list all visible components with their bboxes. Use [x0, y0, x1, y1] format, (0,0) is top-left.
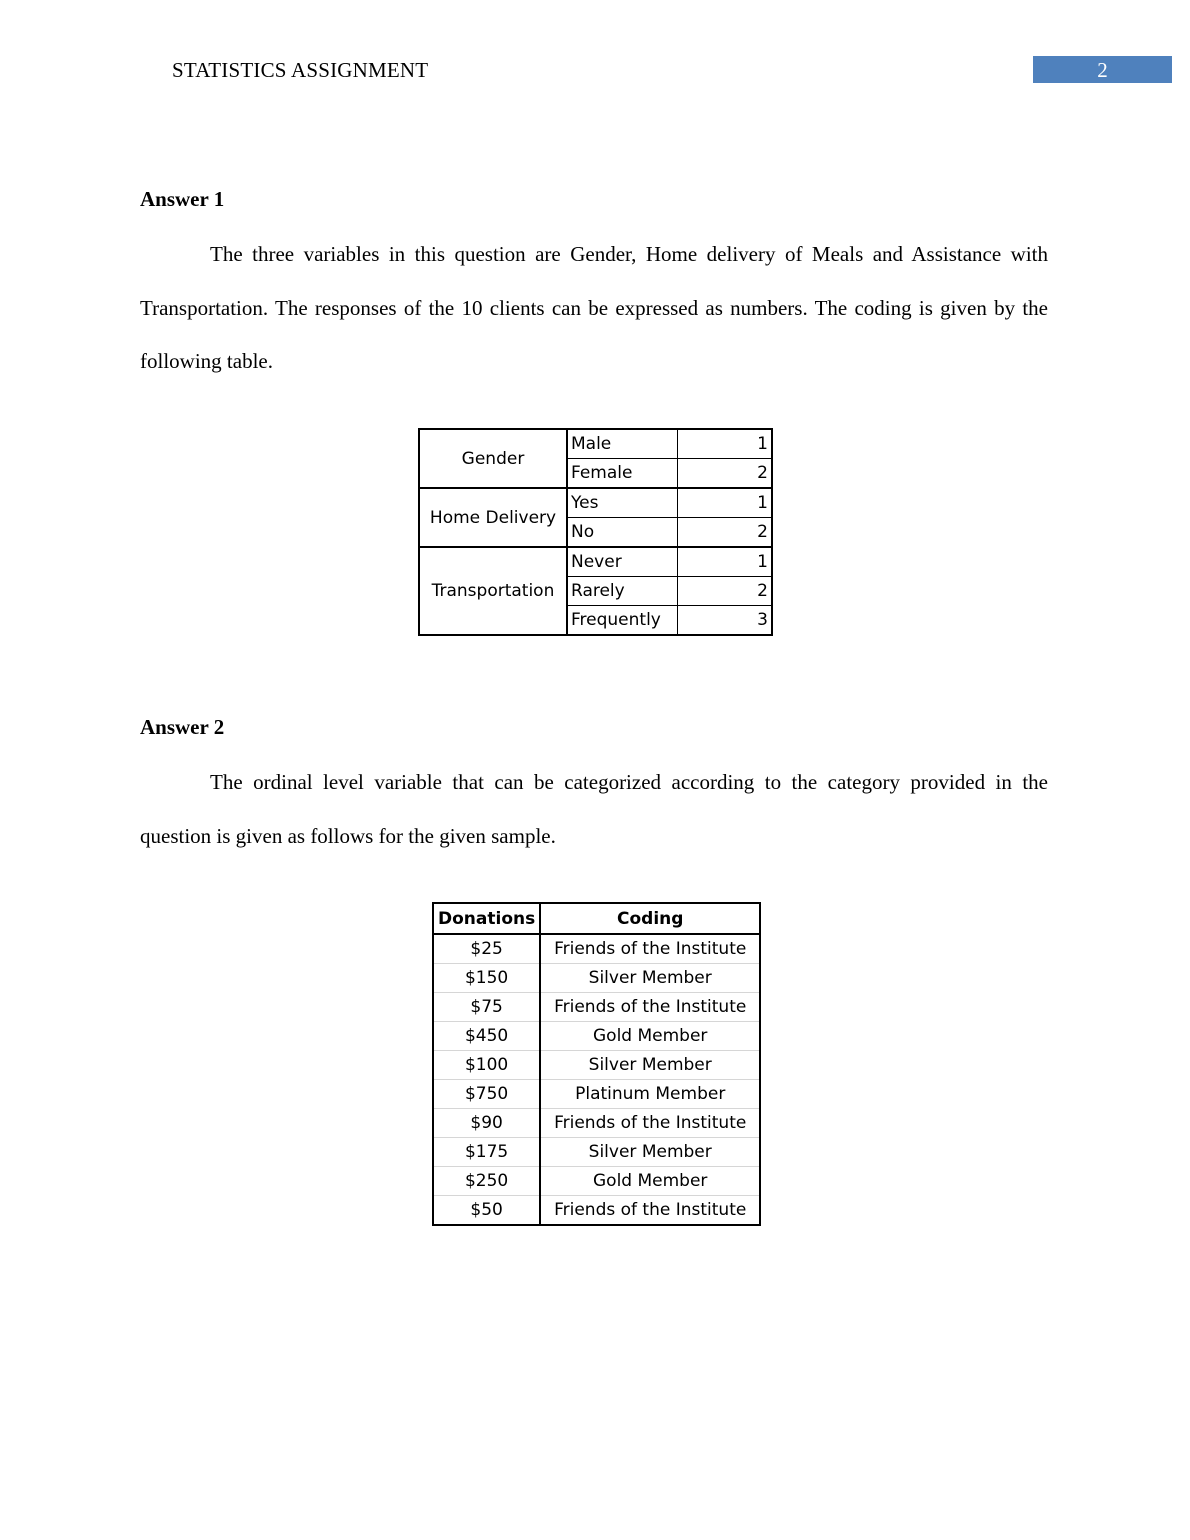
code-cell: 1 — [678, 488, 773, 518]
category-cell: Frequently — [567, 606, 678, 636]
table-row — [433, 1138, 760, 1167]
table-row — [433, 1051, 760, 1080]
table-row — [433, 1022, 760, 1051]
table-header-row — [433, 903, 760, 934]
answer-2-heading: Answer 2 — [140, 715, 225, 739]
variable-cell: Home Delivery — [419, 488, 567, 547]
coding-cell: Friends of the Institute — [540, 1196, 760, 1226]
table-row — [433, 1167, 760, 1196]
donation-cell: $250 — [433, 1167, 540, 1196]
coding-cell: Friends of the Institute — [540, 934, 760, 964]
coding-cell: Gold Member — [540, 1022, 760, 1051]
table-row — [433, 964, 760, 993]
table-row — [433, 993, 760, 1022]
donation-cell: $150 — [433, 964, 540, 993]
donation-cell: $175 — [433, 1138, 540, 1167]
donation-cell: $100 — [433, 1051, 540, 1080]
category-cell: Rarely — [567, 577, 678, 606]
variable-cell: Transportation — [419, 547, 567, 635]
coding-cell: Silver Member — [540, 1138, 760, 1167]
donation-cell: $450 — [433, 1022, 540, 1051]
coding-cell: Silver Member — [540, 964, 760, 993]
variable-coding-table — [418, 428, 773, 636]
table-row — [419, 488, 772, 518]
donation-cell: $750 — [433, 1080, 540, 1109]
code-cell: 2 — [678, 577, 773, 606]
table-row — [433, 934, 760, 964]
variable-cell: Gender — [419, 429, 567, 488]
category-cell: No — [567, 518, 678, 548]
category-cell: Female — [567, 459, 678, 489]
coding-cell: Silver Member — [540, 1051, 760, 1080]
coding-cell: Platinum Member — [540, 1080, 760, 1109]
answer-1-paragraph: The three variables in this question are Gender, Home delivery of Meals and Assistance with Transportation. The responses of the 10 clients can be expressed as numbers. The coding is given by the following table. — [140, 242, 1048, 373]
table-row — [433, 1109, 760, 1138]
answer-2-paragraph: The ordinal level variable that can be categorized according to the category provided in the question is given as follows for the given sample. — [140, 770, 1048, 848]
coding-cell: Friends of the Institute — [540, 1109, 760, 1138]
code-cell: 1 — [678, 547, 773, 577]
table-row — [433, 1080, 760, 1109]
donation-cell: $50 — [433, 1196, 540, 1226]
category-cell: Yes — [567, 488, 678, 518]
donation-cell: $25 — [433, 934, 540, 964]
table-row — [433, 1196, 760, 1226]
table-row — [419, 429, 772, 459]
code-cell: 3 — [678, 606, 773, 636]
code-cell: 2 — [678, 459, 773, 489]
coding-cell: Friends of the Institute — [540, 993, 760, 1022]
column-header-donations: Donations — [433, 903, 540, 934]
donations-coding-table — [432, 902, 761, 1226]
table-row — [419, 547, 772, 577]
answer-1-heading: Answer 1 — [140, 187, 225, 211]
code-cell: 2 — [678, 518, 773, 548]
donation-cell: $90 — [433, 1109, 540, 1138]
donation-cell: $75 — [433, 993, 540, 1022]
page-number: 2 — [1033, 56, 1172, 83]
category-cell: Male — [567, 429, 678, 459]
coding-cell: Gold Member — [540, 1167, 760, 1196]
code-cell: 1 — [678, 429, 773, 459]
category-cell: Never — [567, 547, 678, 577]
column-header-coding: Coding — [540, 903, 760, 934]
running-head: STATISTICS ASSIGNMENT — [172, 58, 429, 82]
